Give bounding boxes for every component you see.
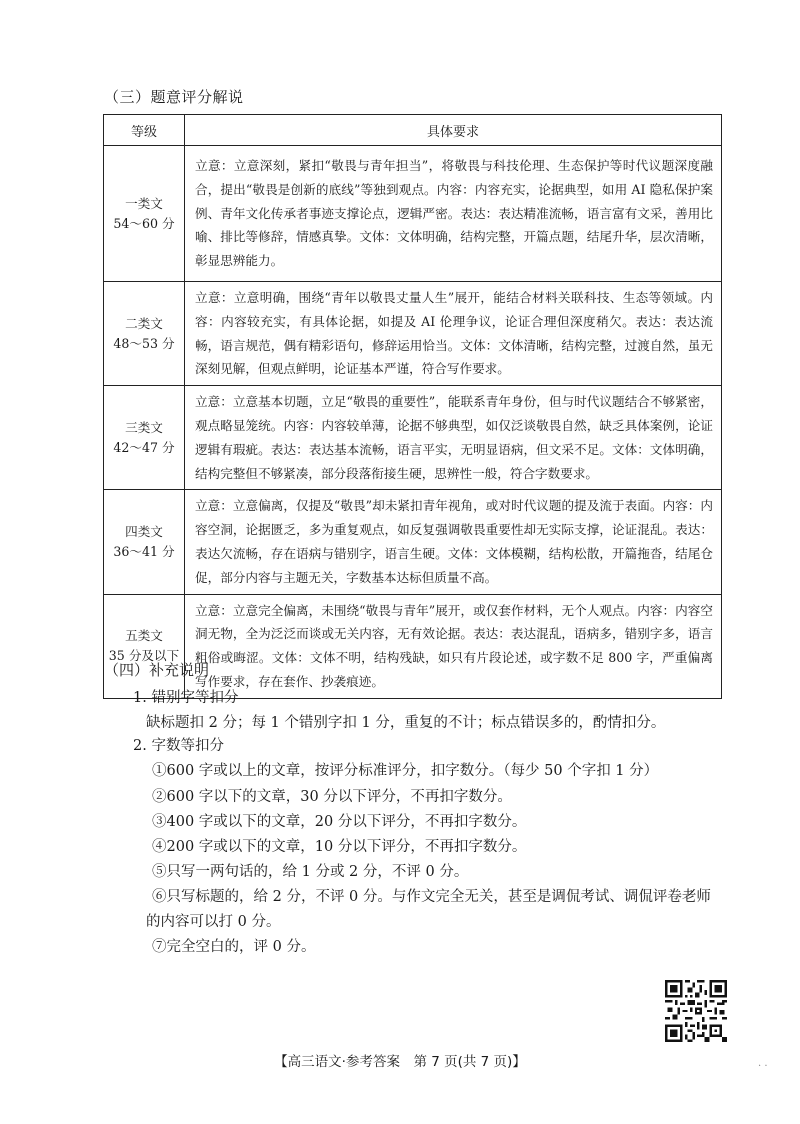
requirement-text: 立意：立意基本切题，立足“敬畏的重要性”，能联系青年身份，但与时代议题结合不够紧密，观点略显笼统。内容：内容较单薄，论据不够典型，如仅泛谈敬畏自然，缺乏具体案例，论证逻辑有瑕疵。表达：表达基本流畅，语言平实，无明显语病，但文采不足。文体：文体明确，结构完整但不够紧凑，部分段落衔接生硬，思辨性一般，符合字数要求。 <box>185 386 722 490</box>
table-row <box>104 490 722 594</box>
rule-item: ③400 字或以下的文章，20 分以下评分，不再扣字数分。 <box>152 814 527 830</box>
level-range: 35 分及以下 <box>108 648 180 664</box>
level-range: 36～41 分 <box>113 543 175 559</box>
rule-item: ⑦完全空白的，评 0 分。 <box>152 939 316 955</box>
level-range: 42～47 分 <box>113 439 175 455</box>
rule-item: ②600 字以下的文章，30 分以下评分，不再扣字数分。 <box>152 789 512 805</box>
item-1-body: 缺标题扣 2 分；每 1 个错别字扣 1 分，重复的不计；标点错误多的，酌情扣分。 <box>146 715 666 731</box>
requirement-text: 立意：立意完全偏离，未围绕“敬畏与青年”展开，或仅套作材料，无个人观点。内容：内容空洞无物，全为泛泛而谈或无关内容，无有效论据。表达：表达混乱，语病多，错别字多，语言粗俗或晦涩。文体：文体不明，结构残缺，如只有片段论述，或字数不足 800 字，严重偏离写作要求，存在套作、抄袭痕迹。 <box>185 594 722 698</box>
table-row <box>104 386 722 490</box>
level-cell <box>104 146 185 282</box>
rule-item: ⑥只写标题的，给 2 分，不评 0 分。与作文完全无关，甚至是调侃考试、调侃评卷老师 <box>152 889 711 905</box>
header-level: 等级 <box>104 115 185 146</box>
table-row <box>104 282 722 386</box>
requirement-text: 立意：立意深刻，紧扣“敬畏与青年担当”，将敬畏与科技伦理、生态保护等时代议题深度融合，提出“敬畏是创新的底线”等独到观点。内容：内容充实，论据典型，如用 AI 隐私保护案例、青年文化传承者事迹支撑论点，逻辑严密。表达：表达精准流畅，语言富有文采，善用比喻、排比等修辞，情感真挚。文体：文体明确，结构完整，开篇点题，结尾升华，层次清晰，彰显思辨能力。 <box>185 146 722 282</box>
rule-item: ⑤只写一两句话的，给 1 分或 2 分，不评 0 分。 <box>152 864 469 880</box>
level-name: 二类文 <box>125 315 163 331</box>
level-cell <box>104 490 185 594</box>
corner-mark: . . <box>758 1058 768 1069</box>
level-cell <box>104 386 185 490</box>
table-row <box>104 594 722 698</box>
item-2-heading: 2. 字数等扣分 <box>133 738 224 754</box>
rule-item-continued: 的内容可以打 0 分。 <box>146 914 281 930</box>
rule-item: ①600 字或以上的文章，按评分标准评分，扣字数分。（每少 50 个字扣 1 分） <box>152 763 659 779</box>
table-header-row <box>104 115 722 146</box>
page-footer: 【高三语文·参考答案 第 7 页(共 7 页)】 <box>274 1054 526 1070</box>
level-name: 五类文 <box>125 628 163 644</box>
section-4-title: （四）补充说明 <box>104 661 210 679</box>
level-name: 四类文 <box>125 523 163 539</box>
table-row <box>104 146 722 282</box>
level-name: 三类文 <box>125 419 163 435</box>
qr-code-icon <box>665 980 727 1042</box>
level-cell <box>104 282 185 386</box>
section-3-title: （三）题意评分解说 <box>104 88 244 106</box>
item-1-heading: 1. 错别字等扣分 <box>133 690 239 706</box>
level-range: 54～60 分 <box>113 215 175 231</box>
requirement-text: 立意：立意偏离，仅提及“敬畏”却未紧扣青年视角，或对时代议题的提及流于表面。内容：内容空洞，论据匮乏，多为重复观点，如反复强调敬畏重要性却无实际支撑，论证混乱。表达：表达欠流畅，存在语病与错别字，语言生硬。文体：文体模糊，结构松散，开篇拖沓，结尾仓促，部分内容与主题无关，字数基本达标但质量不高。 <box>185 490 722 594</box>
rule-item: ④200 字或以下的文章，10 分以下评分，不再扣字数分。 <box>152 839 527 855</box>
level-cell <box>104 594 185 698</box>
header-requirements: 具体要求 <box>185 115 722 146</box>
level-name: 一类文 <box>125 195 163 211</box>
grading-table <box>103 114 722 699</box>
requirement-text: 立意：立意明确，围绕“青年以敬畏丈量人生”展开，能结合材料关联科技、生态等领域。内容：内容较充实，有具体论据，如提及 AI 伦理争议，论证合理但深度稍欠。表达：表达流畅，语言规范，偶有精彩语句，修辞运用恰当。文体：文体清晰，结构完整，过渡自然，虽无深刻见解，但观点鲜明，论证基本严谨，符合写作要求。 <box>185 282 722 386</box>
level-range: 48～53 分 <box>113 335 175 351</box>
